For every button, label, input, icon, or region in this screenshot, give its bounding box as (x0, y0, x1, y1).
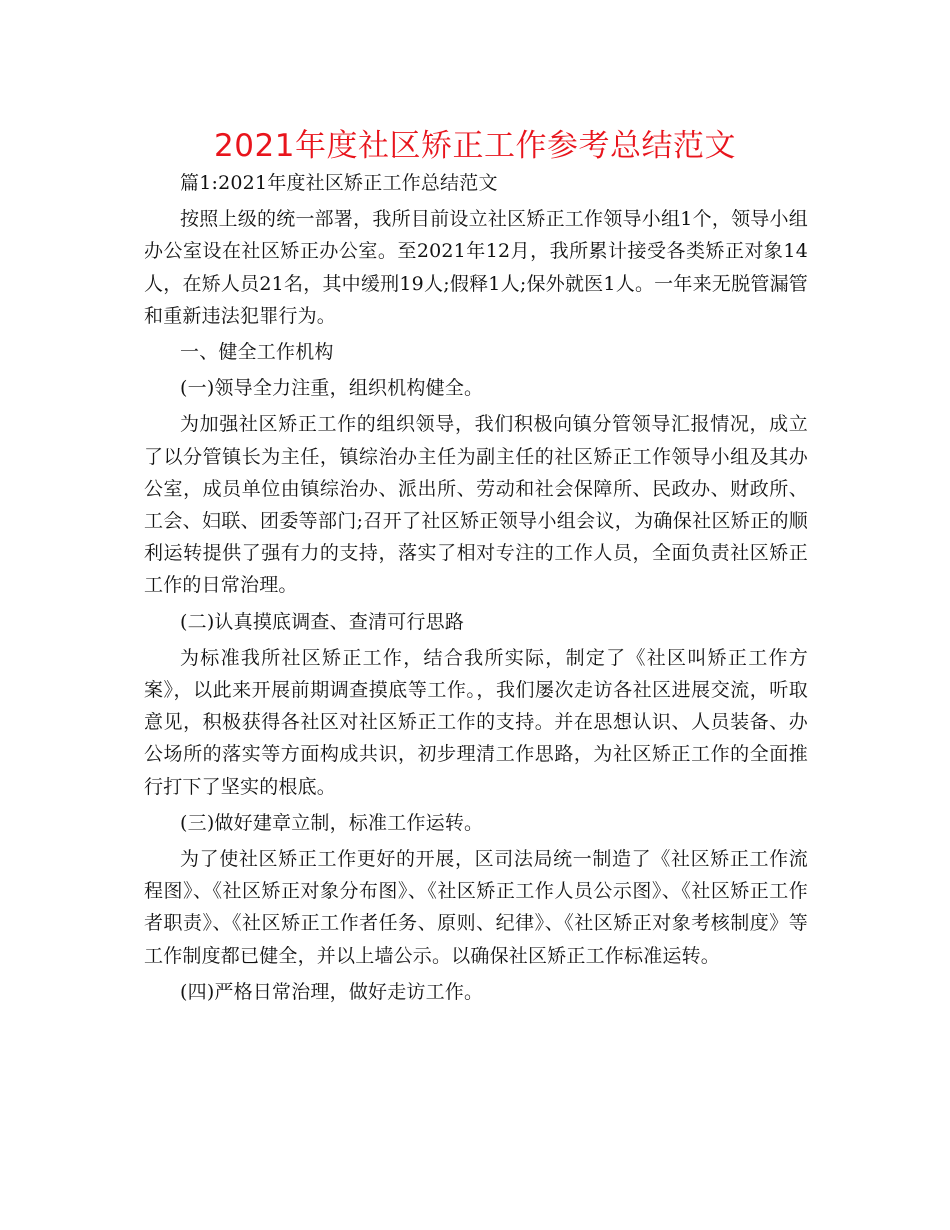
subsection-heading-4: (四)严格日常治理，做好走访工作。 (180, 980, 484, 1003)
document-body (144, 167, 808, 1012)
section-heading-1: 一、健全工作机构 (180, 341, 334, 364)
subsection-heading-2: (二)认真摸底调查、查清可行思路 (180, 610, 465, 633)
paragraph-regulations: 为了使社区矫正工作更好的开展，区司法局统一制造了《社区矫正工作流程图》、《社区矫正对象分布图》、《社区矫正工作人员公示图》、《社区矫正工作者职责》、《社区矫正工作者任务、原则、纪律》、《社区矫正对象考核制度》等工作制度都已健全，并以上墙公示。以确保社区矫正工作标准运转。 (144, 848, 808, 967)
section-heading-article-1: 篇1:2021年度社区矫正工作总结范文 (180, 172, 498, 194)
paragraph-intro: 按照上级的统一部署，我所目前设立社区矫正工作领导小组1个，领导小组办公室设在社区矫正办公室。至2021年12月，我所累计接受各类矫正对象14人，在矫人员21名，其中缓刑19人;假释1人;保外就医1人。一年来无脱管漏管和重新违法犯罪行为。 (144, 208, 808, 327)
paragraph-investigation: 为标准我所社区矫正工作，结合我所实际，制定了《社区叫矫正工作方案》，以此来开展前期调查摸底等工作。，我们屡次走访各社区进展交流，听取意见，积极获得各社区对社区矫正工作的支持。并在思想认识、人员装备、办公场所的落实等方面构成共识，初步理清工作思路，为社区矫正工作的全面推行打下了坚实的根底。 (144, 646, 808, 798)
subsection-heading-1: (一)领导全力注重，组织机构健全。 (180, 377, 484, 400)
paragraph-organization: 为加强社区矫正工作的组织领导，我们积极向镇分管领导汇报情况，成立了以分管镇长为主任，镇综治办主任为副主任的社区矫正工作领导小组及其办公室，成员单位由镇综治办、派出所、劳动和社会保障所、民政办、财政所、工会、妇联、团委等部门;召开了社区矫正领导小组会议，为确保社区矫正的顺利运转提供了强有力的支持，落实了相对专注的工作人员，全面负责社区矫正工作的日常治理。 (144, 413, 808, 597)
document-title: 2021年度社区矫正工作参考总结范文 (214, 128, 736, 164)
subsection-heading-3: (三)做好建章立制，标准工作运转。 (180, 811, 484, 834)
